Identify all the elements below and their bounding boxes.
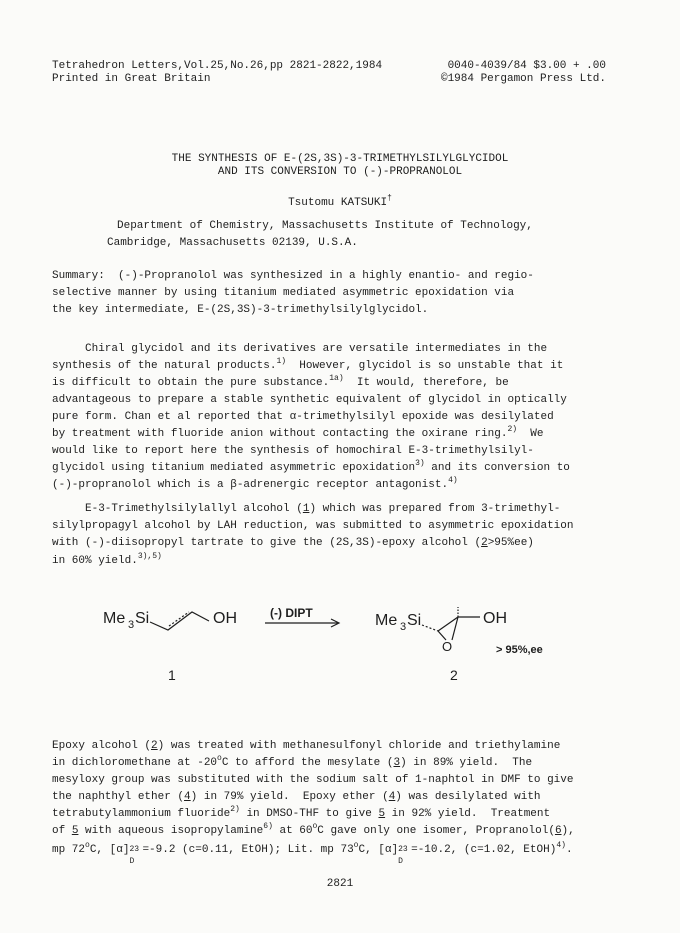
enantiomeric-excess: > 95%,ee [496, 644, 543, 656]
para3-line4: the naphthyl ether (4) in 79% yield. Epoxy ether (4) was desilylated with [52, 791, 541, 803]
sm-me: Me [103, 610, 126, 627]
author [0, 194, 680, 210]
para3-line6: of 5 with aqueous isopropylamine$^{6)}$ at 60$^o$C gave only one isomer, Propranolol(6), [52, 822, 575, 837]
para1-line5: pure form. Chan et al reported that α-trimethylsilyl epoxide was desilylated [52, 411, 554, 423]
affiliation-line1: Department of Chemistry, Massachusetts Institute of Technology, [117, 220, 533, 232]
reagent-label: (-) DIPT [270, 606, 313, 620]
author-mark: † [387, 194, 392, 203]
para2-line3: with (-)-diisopropyl tartrate to give the (2S,3S)-epoxy alcohol (2>95%ee) [52, 537, 534, 549]
para1-line3: is difficult to obtain the pure substance.$^{1a)}$ It would, therefore, be [52, 374, 509, 389]
compound-ref: 2 [481, 537, 488, 549]
sm-si: Si [135, 610, 150, 627]
sm-me-subscript: 3 [128, 619, 135, 631]
prod-me: Me [375, 612, 398, 629]
prod-me-subscript: 3 [400, 621, 407, 633]
sm-oh: OH [213, 610, 237, 627]
para2-line1: E-3-Trimethylsilylallyl alcohol (1) which was prepared from 3-trimethyl- [52, 503, 561, 515]
para3-line3: mesyloxy group was substituted with the sodium salt of 1-naphtol in DMF to give [52, 774, 574, 786]
para1-line7: would like to report here the synthesis of homochiral E-3-trimethylsilyl- [52, 445, 534, 457]
para3-line5: tetrabutylammonium fluoride$^{2)}$ in DMSO-THF to give 5 in 92% yield. Treatment [52, 805, 551, 820]
sm-double-bond [169, 612, 189, 626]
summary-line2: selective manner by using titanium mediated asymmetric epoxidation via [52, 287, 515, 299]
para3-line7: mp 72$^o$C, [α] 23 D =-9.2 (c=0.11, EtOH); Lit. mp 73$^o$C, [α] 23 D =-10.2, (c=1.02, EtOH)$^{4)}$. [52, 841, 573, 866]
prod-dashed-bond [422, 625, 438, 631]
compound-ref: 1 [302, 503, 310, 515]
reaction-scheme [0, 595, 680, 695]
article-title-line2: AND ITS CONVERSION TO (-)-PROPRANOLOL [217, 166, 463, 178]
para1-line9: (-)-propranolol which is a β-adrenergic receptor antagonist.$^{4)}$ [52, 476, 458, 491]
para2-line4: in 60% yield.$^{3),5)}$ [52, 552, 162, 567]
compound-label-2: 2 [450, 667, 458, 683]
para1-line8: glycidol using titanium mediated asymmetric epoxidation$^{3)}$ and its conversion to [52, 459, 570, 474]
prod-oh: OH [483, 610, 507, 627]
journal-citation: Tetrahedron Letters,Vol.25,No.26,pp 2821-2822,1984 [52, 60, 383, 72]
copyright: ©1984 Pergamon Press Ltd. [440, 73, 606, 85]
para2-line2: silylpropagyl alcohol by LAH reduction, was submitted to asymmetric epoxidation [52, 520, 574, 532]
para1-line2: synthesis of the natural products.$^{1)}$ However, glycidol is so unstable that it [52, 357, 564, 372]
article-title-line1: THE SYNTHESIS OF E-(2S,3S)-3-TRIMETHYLSILYLGLYCIDOL [171, 153, 509, 165]
compound-label-1: 1 [168, 667, 176, 683]
author-name: Tsutomu KATSUKI [288, 197, 388, 209]
para1-line6: by treatment with fluoride anion without contacting the oxirane ring.$^{2)}$ We [52, 425, 544, 440]
para3-line2: in dichloromethane at -20$^o$C to afford the mesylate (3) in 89% yield. The [52, 754, 533, 769]
summary-line1: Summary: (-)-Propranolol was synthesized in a highly enantio- and regio- [52, 270, 534, 282]
issn-price: 0040-4039/84 $3.00 + .00 [447, 60, 606, 72]
printed-in: Printed in Great Britain [52, 73, 211, 85]
para1-line4: advantageous to prepare a stable synthetic equivalent of glycidol in optically [52, 394, 567, 406]
epoxide-oxygen: O [442, 639, 453, 654]
para3-line1: Epoxy alcohol (2) was treated with methanesulfonyl chloride and triethylamine [52, 740, 561, 752]
page-number: 2821 [326, 878, 354, 890]
para1-line1: Chiral glycidol and its derivatives are versatile intermediates in the [52, 343, 548, 355]
prod-backbone [438, 617, 480, 631]
prod-si: Si [407, 612, 422, 629]
summary-line3: the key intermediate, E-(2S,3S)-3-trimethylsilylglycidol. [52, 304, 429, 316]
sm-alkene-bond [150, 612, 209, 630]
affiliation-line2: Cambridge, Massachusetts 02139, U.S.A. [107, 237, 358, 249]
